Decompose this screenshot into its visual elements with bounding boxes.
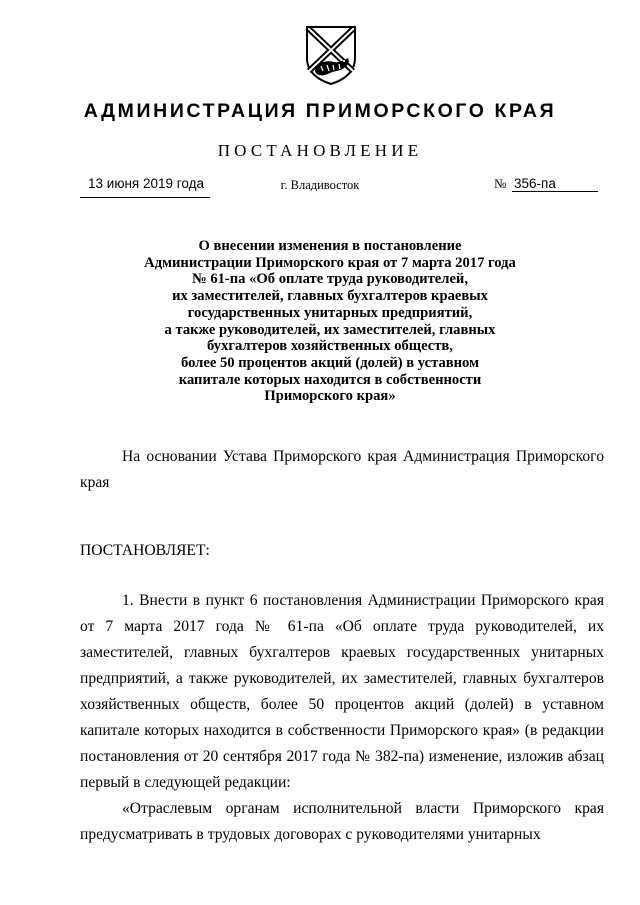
document-type: ПОСТАНОВЛЕНИЕ — [217, 141, 423, 160]
subject-line: бухгалтеров хозяйственных обществ, — [207, 338, 453, 355]
organization-title: АДМИНИСТРАЦИЯ ПРИМОРСКОГО КРАЯ — [83, 100, 557, 122]
subject-line: государственных унитарных предприятий, — [187, 304, 473, 321]
subject-line: более 50 процентов акций (долей) в уставном — [180, 354, 480, 371]
primorsky-krai-coat-of-arms-icon — [304, 24, 358, 86]
subject-line: а также руководителей, их заместителей, главных — [164, 321, 496, 338]
subject-line: их заместителей, главных бухгалтеров краевых — [172, 288, 488, 305]
subject-line: О внесении изменения в постановление — [198, 238, 462, 254]
number-label: № — [494, 176, 507, 191]
subject-line: капитале которых находится в собственности — [178, 371, 482, 388]
decree-heading: ПОСТАНОВЛЯЕТ: — [80, 542, 210, 559]
document-subject — [80, 238, 580, 405]
document-number-field — [494, 176, 604, 198]
subject-line: Администрации Приморского края от 7 марта 2017 года — [144, 254, 516, 271]
basis-paragraph: На основании Устава Приморского края Администрация Приморского края — [80, 448, 604, 491]
subject-line: Приморского края» — [264, 388, 396, 405]
document-city: г. Владивосток — [280, 178, 360, 192]
quoted-paragraph: «Отраслевым органам исполнительной власти Приморского края предусматривать в трудовых договорах с руководителями унитарных — [80, 800, 604, 843]
subject-line: № 61-па «Об оплате труда руководителей, — [192, 271, 468, 288]
document-number: 356-па — [512, 176, 598, 192]
document-date: 13 июня 2019 года — [80, 176, 210, 198]
item-1-paragraph: 1. Внести в пункт 6 постановления Администрации Приморского края от 7 марта 2017 года № 61-па «Об оплате труда руководителей, их заместителей, главных бухгалтеров краевых государственных унитарных предприятий, а также руководителей, их заместителей, главных бухгалтеров хозяйственных обществ, более 50 процентов акций (долей) в уставном капитале которых находится в собственности Приморского края» (в редакции постановления от 20 сентября 2017 года № 382-па) изменение, изложив абзац первый в следующей редакции: — [80, 592, 604, 791]
